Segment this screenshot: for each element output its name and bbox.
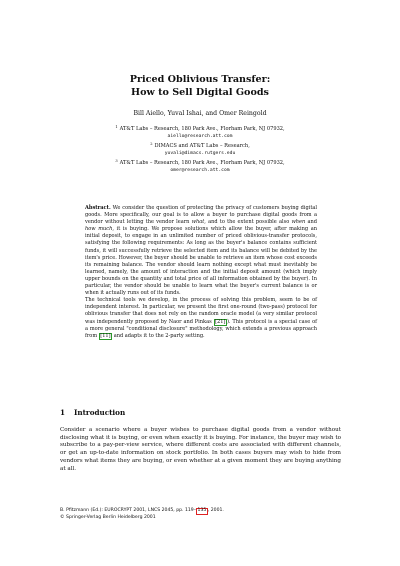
affiliation-3 [80, 158, 320, 175]
affiliation-list [80, 124, 320, 174]
abstract-paragraph-1 [85, 205, 317, 297]
footer-text: , 2001. [207, 508, 224, 513]
affiliation-number: 3 [115, 158, 118, 163]
author-list: Bill Aiello, Yuval Ishai, and Omer Reingold [133, 110, 267, 117]
section-number: 1 [60, 408, 66, 417]
author-email[interactable]: aiello@research.att.com [167, 134, 233, 140]
abstract [85, 205, 317, 340]
affiliation-2 [80, 141, 320, 158]
citation-link[interactable]: [11] [100, 332, 111, 339]
abstract-text: and [305, 219, 317, 226]
footer-citation [60, 508, 224, 515]
abstract-emphasis: what [191, 219, 205, 226]
abstract-text: ). This protocol is a special case of a more general "conditional disclosure" methodology, which extends a previous approach from [85, 318, 317, 339]
abstract-text: , and to the extent possible also [204, 219, 292, 226]
affiliation-text: AT&T Labs – Research, 180 Park Ave., Florham Park, NJ 07932, [119, 126, 285, 132]
affiliation-text: DIMACS and AT&T Labs – Research, [154, 142, 250, 149]
author-email[interactable]: omer@research.att.com [170, 168, 230, 174]
abstract-text: and adapts it to the 2-party setting. [112, 332, 205, 339]
title-line-1: Priced Oblivious Transfer: [129, 74, 271, 85]
intro-paragraph: Consider a scenario where a buyer wishes to purchase digital goods from a vendor without disclosing what it is buying, or even when exactly it is buying. For instance, the buyer may wish to subscribe to a pay-per-view service, where different costs are associated with different channels, or get an up-to-date information on stock portfolio. In both cases buyers may wish to hide from vendors what items they are buying, or even whether at a given moment they are buying anything at all. [60, 427, 341, 472]
footer-copyright: © Springer-Verlag Berlin Heidelberg 2001 [60, 514, 156, 520]
abstract-paragraph-2 [85, 297, 317, 340]
publication-footer [60, 508, 224, 521]
citation-link[interactable]: [21] [215, 318, 226, 325]
abstract-text: The technical tools we develop, in the process of solving this problem, seem to be of independent interest. In particular, we present the first one-round (two-pass) protocol for oblivious transfer that does not rely on the random oracle model (a very similar protocol was independently proposed by Naor and Pinkas [85, 297, 317, 325]
paper-title [60, 73, 340, 99]
affiliation-text: AT&T Labs – Research, 180 Park Ave., Florham Park, NJ 07932, [119, 159, 285, 166]
author-email[interactable]: yuvali@dimacs.rutgers.edu [164, 151, 236, 157]
affiliation-number: 1 [115, 125, 118, 129]
abstract-text: , it is buying. We propose solutions which allow the buyer, after making an initial deposit, to engage in an unlimited number of priced oblivious-transfer protocols, satisfying the following requirements: As long as the buyer's balance contains sufficient funds, it will successfully retrieve the selected item and its balance will be debited by the item's price. However, the buyer should be unable to retrieve an item whose cost exceeds its remaining balance. The vendor should learn nothing except what must inevitably be learned, namely, the amount of interaction and the initial deposit amount (which imply upper bounds on the quantity and total price of all information obtained by the buyer). In particular, the vendor should be unable to learn what the buyer's current balance is or when it actually runs out of its funds. [85, 226, 317, 297]
section-heading [60, 408, 125, 417]
abstract-label: Abstract. [85, 205, 111, 211]
title-line-2: How to Sell Digital Goods [131, 87, 269, 98]
abstract-text: We consider the question of protecting the privacy of customers buying digital goods. More specifically, our goal is to allow a buyer to purchase digital goods from a vendor without letting the vendor learn [85, 205, 317, 226]
footer-text: B. Pfitzmann (Ed.): EUROCRYPT 2001, LNCS 2045, pp. 119– [60, 508, 197, 513]
abstract-emphasis: when [291, 219, 306, 226]
page-link[interactable]: 135 [197, 508, 207, 513]
affiliation-number: 2 [150, 141, 153, 146]
abstract-emphasis: how much [85, 226, 113, 233]
affiliation-1 [80, 124, 320, 141]
section-title: Introduction [74, 408, 126, 417]
